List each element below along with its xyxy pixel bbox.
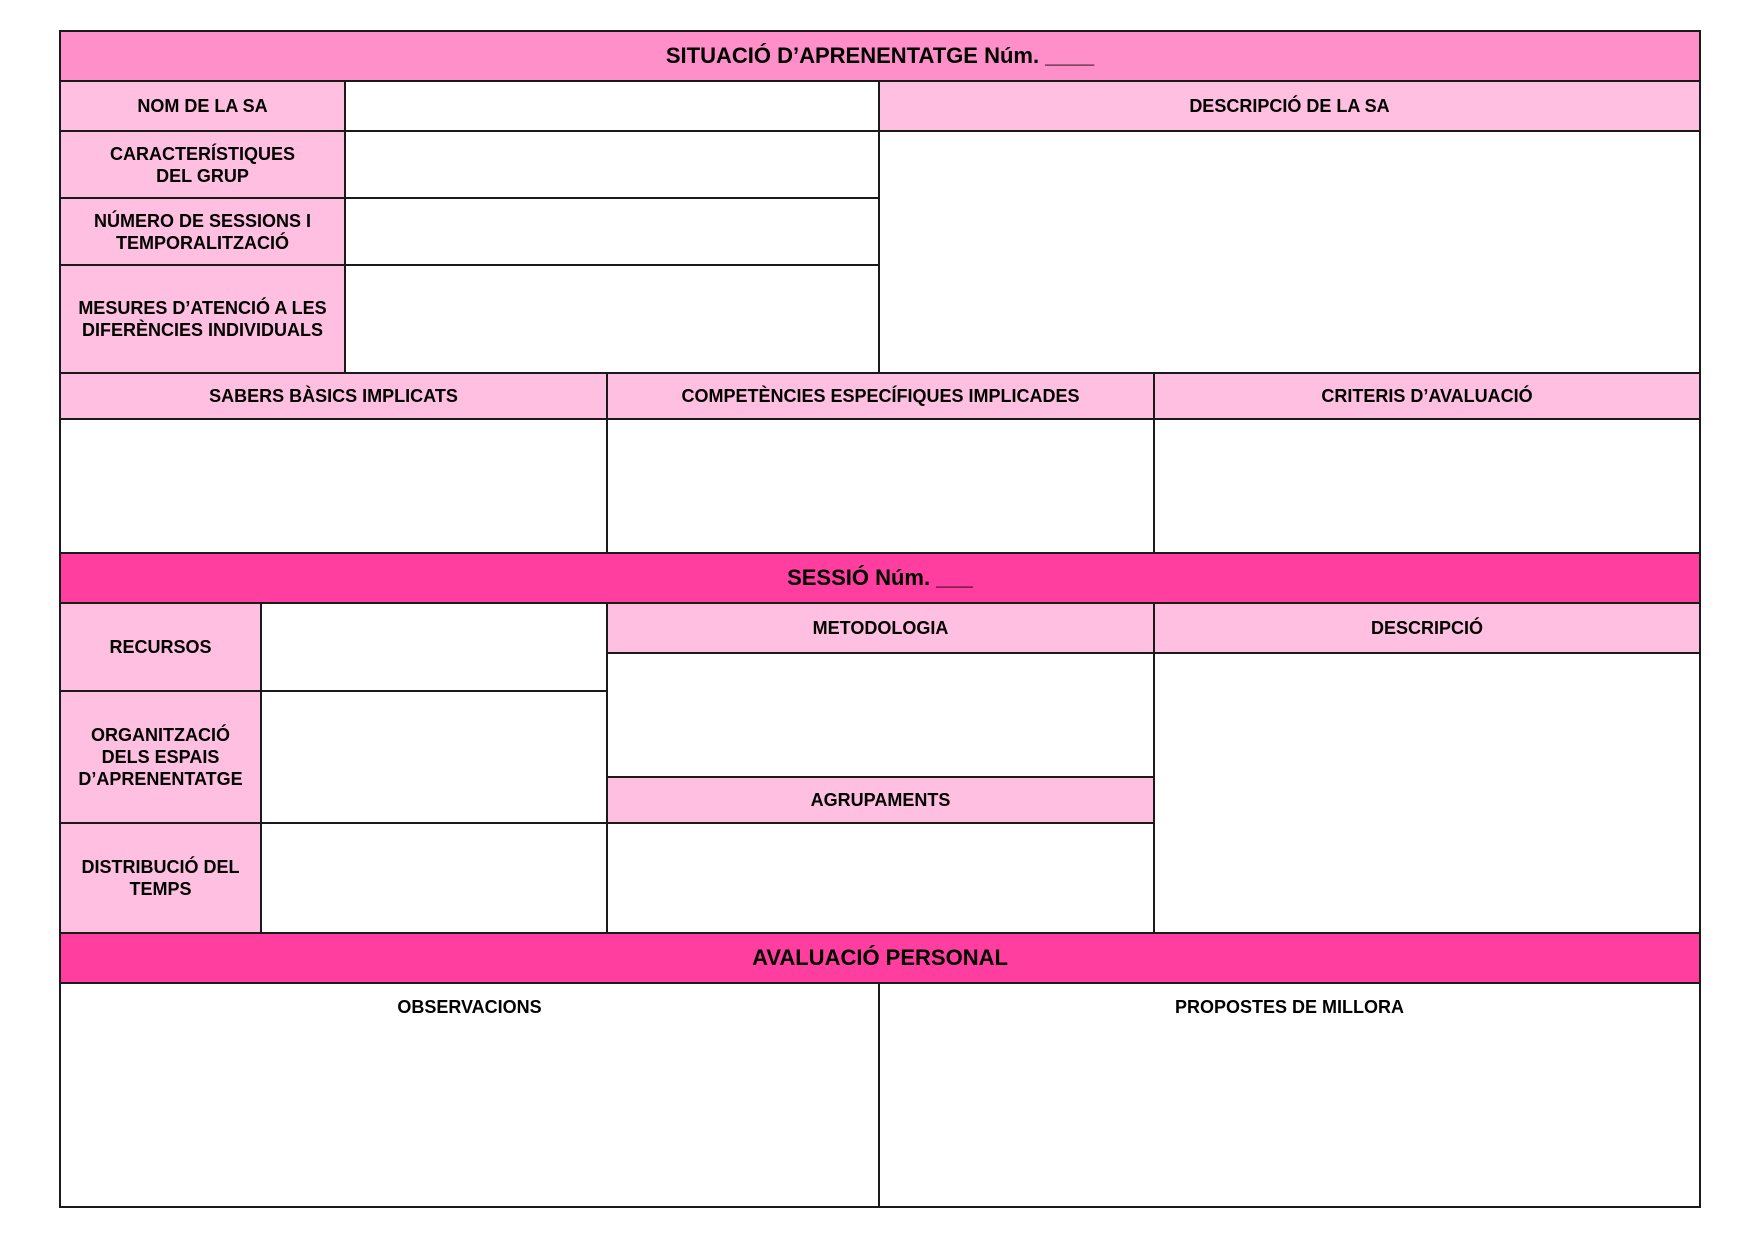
evaluation-criteria-field[interactable] (1153, 418, 1701, 554)
sa-name-label: NOM DE LA SA (137, 96, 268, 116)
specific-competences-field[interactable] (606, 418, 1155, 554)
evaluation-title: AVALUACIÓ PERSONAL (752, 945, 1008, 970)
time-distribution-field[interactable] (260, 822, 608, 934)
methodology-label-cell (606, 602, 1155, 654)
observations-field[interactable] (59, 982, 880, 1208)
sessions-field[interactable] (344, 197, 880, 266)
specific-competences-label-cell (606, 372, 1155, 420)
basic-knowledge-label-cell (59, 372, 608, 420)
diversity-measures-field[interactable] (344, 264, 880, 374)
groupings-label-cell (606, 776, 1155, 824)
time-distribution-label-cell (59, 822, 262, 934)
resources-label-cell (59, 602, 262, 692)
groupings-label: AGRUPAMENTS (810, 790, 951, 810)
learning-spaces-label-line1: ORGANITZACIÓ (91, 725, 230, 745)
learning-spaces-label-line2: DELS ESPAIS (101, 747, 220, 767)
diversity-measures-label-cell (59, 264, 346, 374)
diversity-measures-label-line2: DIFERÈNCIES INDIVIDUALS (81, 320, 323, 340)
group-characteristics-label-cell (59, 130, 346, 199)
session-banner (59, 552, 1701, 604)
form-title-banner (59, 30, 1701, 82)
time-distribution-label-line2: TEMPS (129, 879, 192, 899)
group-characteristics-label-line1: CARACTERÍSTIQUES (109, 143, 295, 164)
observations-label: OBSERVACIONS (397, 997, 542, 1017)
methodology-label: METODOLOGIA (812, 618, 949, 638)
improvement-proposals-label: PROPOSTES DE MILLORA (1174, 997, 1405, 1017)
learning-spaces-label-line3: D’APRENENTATGE (78, 769, 243, 789)
learning-spaces-label-cell (59, 690, 262, 824)
basic-knowledge-label: SABERS BÀSICS IMPLICATS (209, 386, 458, 406)
evaluation-banner (59, 932, 1701, 984)
diversity-measures-label-line1: MESURES D’ATENCIÓ A LES (78, 298, 327, 318)
resources-field[interactable] (260, 602, 608, 692)
session-description-label: DESCRIPCIÓ (1370, 618, 1484, 638)
sessions-label-line1: NÚMERO DE SESSIONS I (93, 210, 312, 231)
evaluation-criteria-label-cell (1153, 372, 1701, 420)
sessions-label-line2: TEMPORALITZACIÓ (115, 232, 289, 253)
group-characteristics-field[interactable] (344, 130, 880, 199)
form-title: SITUACIÓ D’APRENENTATGE Núm. ____ (665, 43, 1095, 68)
basic-knowledge-field[interactable] (59, 418, 608, 554)
sa-name-field[interactable] (344, 80, 880, 132)
sa-name-label-cell (59, 80, 346, 132)
groupings-field[interactable] (606, 822, 1155, 934)
methodology-field[interactable] (606, 652, 1155, 778)
sa-description-field[interactable] (878, 130, 1701, 374)
sa-description-label: DESCRIPCIÓ DE LA SA (1189, 96, 1390, 116)
session-description-label-cell (1153, 602, 1701, 654)
time-distribution-label-line1: DISTRIBUCIÓ DEL (81, 857, 240, 877)
learning-spaces-field[interactable] (260, 690, 608, 824)
sa-description-label-cell (878, 80, 1701, 132)
improvement-proposals-field[interactable] (878, 982, 1701, 1208)
session-title: SESSIÓ Núm. ___ (787, 565, 973, 590)
resources-label: RECURSOS (109, 637, 212, 657)
sessions-label-cell (59, 197, 346, 266)
group-characteristics-label-line2: DEL GRUP (156, 165, 249, 186)
learning-situation-form (59, 30, 1701, 1208)
specific-competences-label: COMPETÈNCIES ESPECÍFIQUES IMPLICADES (681, 386, 1080, 406)
session-description-field[interactable] (1153, 652, 1701, 934)
evaluation-criteria-label: CRITERIS D’AVALUACIÓ (1321, 386, 1533, 406)
